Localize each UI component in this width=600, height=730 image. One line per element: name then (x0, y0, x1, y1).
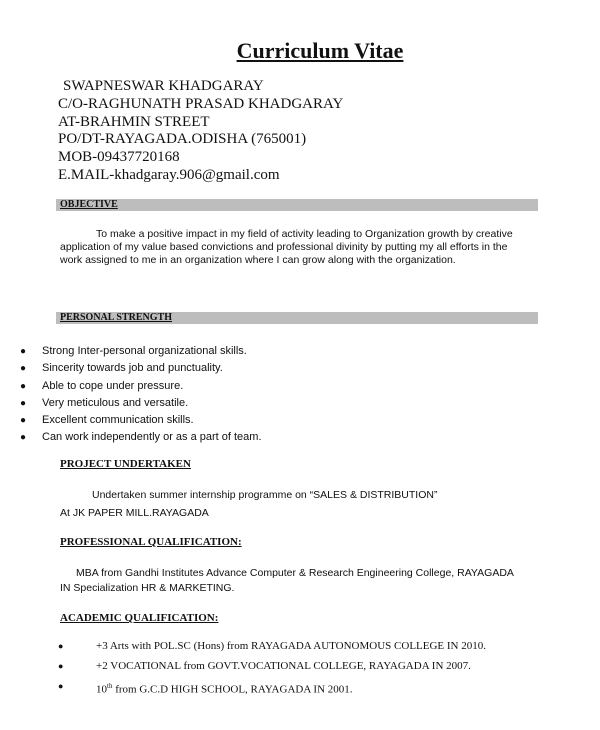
project-heading: PROJECT UNDERTAKEN (60, 458, 191, 470)
objective-text: To make a positive impact in my field of activity leading to Organization growth by creative application of my value based convictions and professional divinity by putting my all efforts in the work assigned to me in an organization where I can grow along with the organization. (60, 228, 513, 266)
bullet-icon: ● (58, 641, 64, 651)
bullet-icon: ● (20, 346, 27, 357)
academic-list (58, 637, 486, 700)
personal-strength-heading: PERSONAL STRENGTH (60, 312, 172, 323)
contact-post-office: PO/DT-RAYAGADA.ODISHA (765001) (58, 131, 307, 148)
list-item: ● Sincerity towards job and punctuality. (20, 360, 262, 377)
personal-strength-list (20, 343, 262, 447)
bullet-icon: ● (58, 680, 64, 691)
professional-heading: PROFESSIONAL QUALIFICATION: (60, 536, 242, 548)
list-item: ● Can work independently or as a part of team. (20, 429, 262, 446)
contact-email: E.MAIL-khadgaray.906@gmail.com (58, 166, 280, 183)
academic-heading: ACADEMIC QUALIFICATION: (60, 612, 219, 624)
project-line-2: At JK PAPER MILL.RAYAGADA (60, 507, 209, 519)
contact-mobile: MOB-09437720168 (58, 149, 180, 166)
page-title: Curriculum Vitae (236, 38, 404, 63)
professional-line-1: MBA from Gandhi Institutes Advance Computer & Research Engineering College, RAYAGADA (76, 567, 514, 579)
contact-care-of: C/O-RAGHUNATH PRASAD KHADGARAY (58, 95, 344, 112)
objective-heading-bar (56, 199, 538, 211)
contact-block (58, 78, 343, 185)
contact-name: SWAPNESWAR KHADGARAY (63, 78, 264, 94)
objective-paragraph (60, 228, 522, 267)
personal-strength-heading-bar (56, 312, 538, 324)
list-item: ● 10th from G.C.D HIGH SCHOOL, RAYAGADA IN 2001. (58, 677, 486, 700)
list-item: ● Excellent communication skills. (20, 412, 262, 429)
list-item: ● +2 VOCATIONAL from GOVT.VOCATIONAL COLLEGE, RAYAGADA IN 2007. (58, 657, 486, 677)
professional-line-2: IN Specialization HR & MARKETING. (60, 582, 235, 594)
bullet-icon: ● (20, 397, 27, 409)
list-item: ● Strong Inter-personal organizational skills. (20, 343, 262, 360)
list-item: ● +3 Arts with POL.SC (Hons) from RAYAGADA AUTONOMOUS COLLEGE IN 2010. (58, 637, 486, 657)
list-item: ● Very meticulous and versatile. (20, 395, 262, 412)
bullet-icon: ● (58, 660, 64, 671)
list-item: ● Able to cope under pressure. (20, 378, 262, 395)
contact-street: AT-BRAHMIN STREET (58, 113, 210, 130)
bullet-icon: ● (20, 415, 27, 427)
project-line-1: Undertaken summer internship programme on “SALES & DISTRIBUTION” (92, 489, 438, 501)
bullet-icon: ● (20, 432, 27, 444)
objective-heading: OBJECTIVE (60, 199, 118, 210)
bullet-icon: ● (20, 363, 27, 375)
bullet-icon: ● (20, 380, 27, 392)
